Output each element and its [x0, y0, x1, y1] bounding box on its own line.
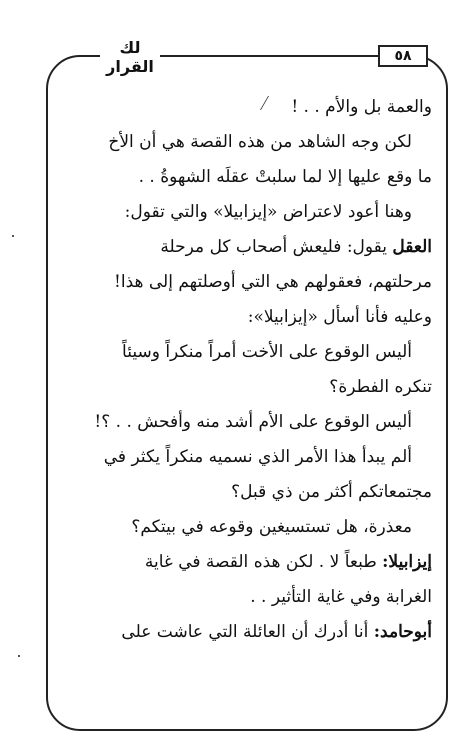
text-line: معذرة، هل تستسيغين وقوعه في بيتكم؟: [131, 517, 412, 537]
text-line: تنكره الفطرة؟: [329, 377, 432, 397]
text-line: والعمة بل والأم . . !: [291, 97, 432, 117]
speck: [18, 655, 20, 657]
text-line: ما وقع عليها إلا لما سلبتْ عقلَه الشهوةُ . .: [138, 167, 432, 187]
speaker-label: العقل: [392, 237, 432, 257]
page-number: ٥٨: [378, 45, 428, 67]
speaker-label: إيزابيلا:: [382, 552, 432, 572]
text-line: إيزابيلا: طبعاً لا . لكن هذه القصة في غاية: [144, 552, 432, 572]
speaker-label: أبوحامد:: [373, 622, 432, 642]
text-line: وهنا أعود لاعتراض «إيزابيلا» والتي تقول:: [124, 202, 412, 222]
page-body-text: [62, 90, 432, 650]
running-header-title: لك القرار: [100, 38, 160, 76]
text-line: وعليه فأنا أسأل «إيزابيلا»:: [247, 307, 432, 327]
text-line: مجتمعاتكم أكثر من ذي قبل؟: [231, 482, 432, 502]
text-line: لكن وجه الشاهد من هذه القصة هي أن الأخ: [108, 132, 412, 152]
text-line: الغرابة وفي غاية التأثير . .: [250, 587, 432, 607]
text-line: أليس الوقوع على الأم أشد منه وأفحش . . ؟!: [94, 412, 412, 432]
speck: [12, 235, 14, 237]
text-line: أليس الوقوع على الأخت أمراً منكراً وسيئاً: [122, 342, 412, 362]
text-line: مرحلتهم، فعقولهم هي التي أوصلتهم إلى هذا!: [114, 272, 432, 292]
text-line: أبوحامد: أنا أدرك أن العائلة التي عاشت على: [121, 622, 432, 642]
text-line: العقل يقول: فليعش أصحاب كل مرحلة: [160, 237, 432, 257]
text-line: ألم يبدأ هذا الأمر الذي نسميه منكراً يكثر في: [103, 447, 412, 467]
